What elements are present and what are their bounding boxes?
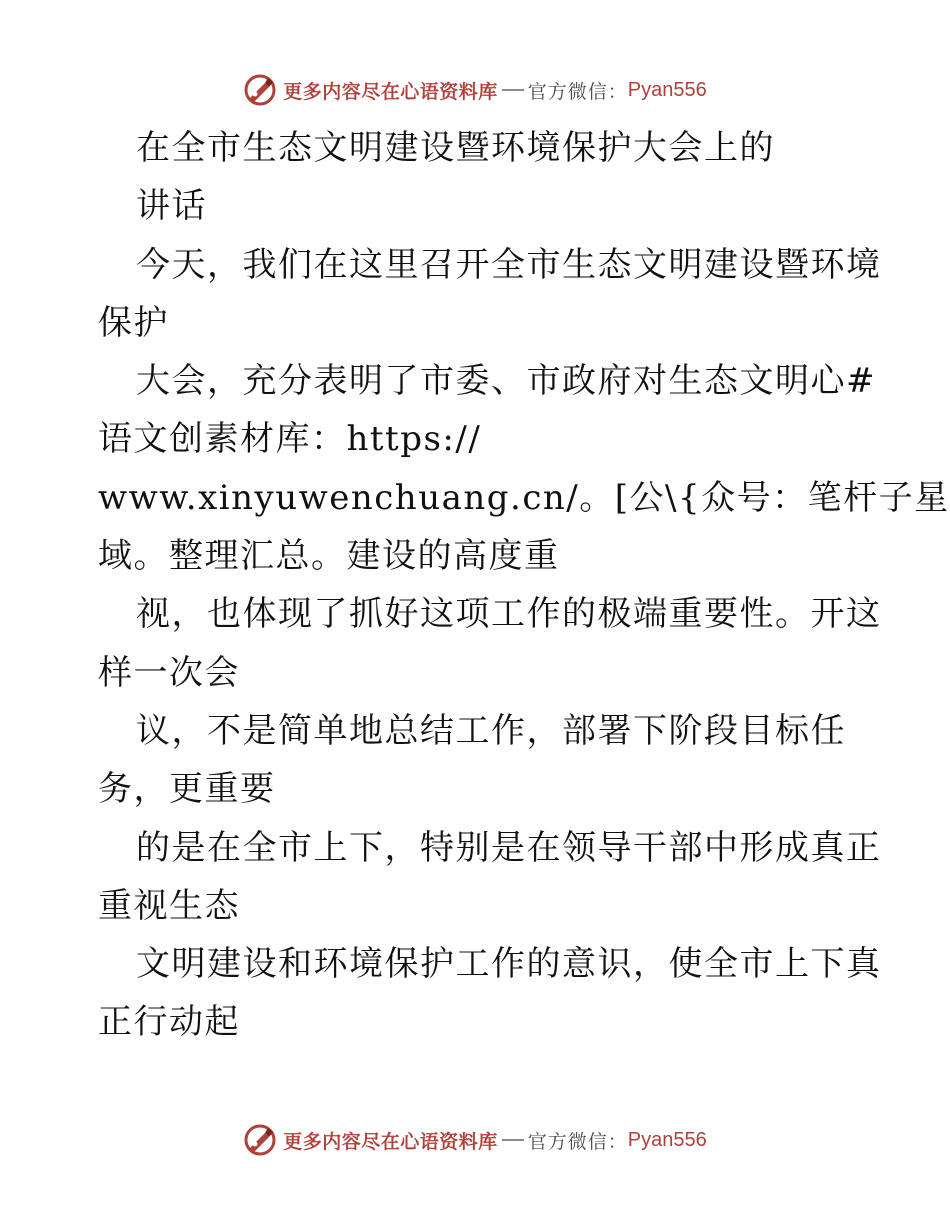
text-line: 正行动起	[98, 1002, 240, 1043]
text-line: 大会，充分表明了市委、市政府对生态文明心#	[136, 361, 876, 402]
banner-site-name: 更多内容尽在心语资料库	[283, 1130, 498, 1153]
text-line: 域。整理汇总。建设的高度重	[98, 536, 560, 577]
text-line: 视，也体现了抓好这项工作的极端重要性。开这	[136, 594, 882, 635]
text-line: 文明建设和环境保护工作的意识，使全市上下真	[136, 944, 882, 985]
text-line: 语文创素材库：https://	[98, 419, 482, 460]
banner-wechat-label: 官方微信：	[527, 80, 628, 103]
footer-banner	[0, 1120, 950, 1160]
text-line: 务，更重要	[98, 769, 276, 810]
banner-account: Pyan556	[627, 1128, 707, 1151]
banner-divider	[502, 89, 524, 91]
document-body	[98, 119, 950, 1052]
banner-account: Pyan556	[627, 78, 707, 101]
banner-wechat-label: 官方微信：	[527, 1130, 628, 1153]
header-banner	[0, 70, 950, 110]
pen-logo-icon	[243, 73, 277, 107]
pen-logo-icon	[243, 1123, 277, 1157]
text-line: 重视生态	[98, 885, 240, 926]
text-line: 今天，我们在这里召开全市生态文明建设暨环境	[136, 244, 882, 285]
text-line: 议，不是简单地总结工作，部署下阶段目标任	[136, 710, 846, 751]
text-line: www.xinyuwenchuang.cn/。[公\{众号：笔杆子星	[98, 477, 950, 518]
text-line: 讲话	[136, 186, 207, 227]
banner-site-name: 更多内容尽在心语资料库	[283, 80, 498, 103]
text-line: 保护	[98, 302, 169, 343]
text-line: 样一次会	[98, 652, 240, 693]
banner-divider	[502, 1139, 524, 1141]
text-line: 在全市生态文明建设暨环境保护大会上的	[136, 128, 775, 168]
text-line: 的是在全市上下，特别是在领导干部中形成真正	[136, 827, 882, 868]
